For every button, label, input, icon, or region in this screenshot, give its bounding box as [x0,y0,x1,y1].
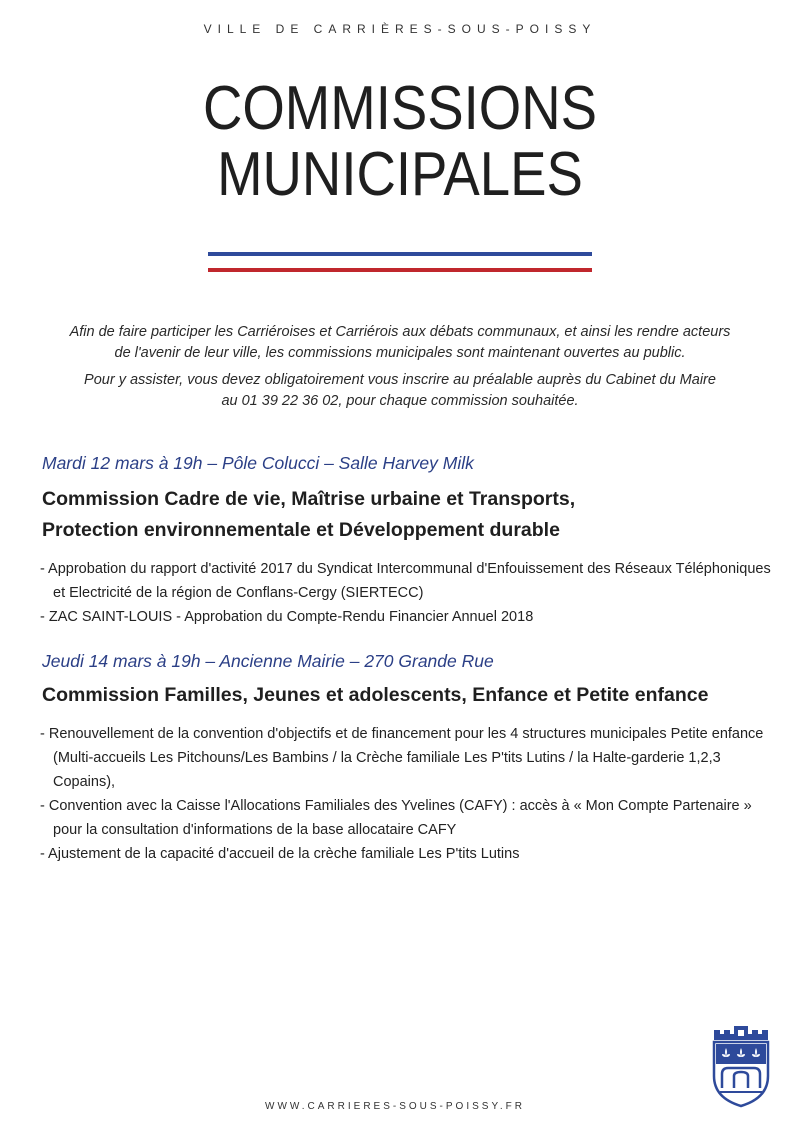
agenda-item: - Convention avec la Caisse l'Allocations Familiales des Yvelines (CAFY) : accès à « Mon Compte Partenaire » pour la consultation d'informations de la base allocataire CAFY [40,798,752,838]
intro-p1-line1: Afin de faire participer les Carriéroises et Carriérois aux débats communaux, et ainsi les rendre acteurs [69,324,731,340]
flag-stripe-red [208,268,592,272]
session-1-agenda [40,557,780,629]
intro-p2-line1: Pour y assister, vous devez obligatoirement vous inscrire au préalable auprès du Cabinet du Maire [84,372,716,388]
intro-p2-line2: au 01 39 22 36 02, pour chaque commission souhaitée. [221,393,579,409]
agenda-item: - ZAC SAINT-LOUIS - Approbation du Compte-Rendu Financier Annuel 2018 [40,609,534,625]
session-2-commission-title [42,680,782,711]
intro-p1-line2: de l'avenir de leur ville, les commissions municipales sont maintenant ouvertes au public. [114,345,686,361]
city-header: VILLE DE CARRIÈRES-SOUS-POISSY [203,22,597,36]
agenda-item: - Ajustement de la capacité d'accueil de la crèche familiale Les P'tits Lutins [40,846,520,862]
session-2-date: Jeudi 14 mars à 19h – Ancienne Mairie – 270 Grande Rue [42,651,494,671]
page-title [48,76,752,208]
session-1-title-line2: Protection environnementale et Développement durable [42,519,560,541]
flag-stripe-blue [208,252,592,256]
agenda-item: - Approbation du rapport d'activité 2017 du Syndicat Intercommunal d'Enfouissement des Réseaux Téléphoniques et Electricité de la région de Conflans-Cergy (SIERTECC) [40,561,771,601]
city-crest-icon [710,1024,772,1108]
website-link[interactable]: WWW.CARRIERES-SOUS-POISSY.FR [265,1101,525,1112]
title-line-2: MUNICIPALES [217,140,583,209]
title-line-1: COMMISSIONS [202,74,598,143]
agenda-item: - Renouvellement de la convention d'objectifs et de financement pour les 4 structures municipales Petite enfance (Multi-accueils Les Pitchouns/Les Bambins / la Crèche familiale Les P'tits Lutins / la Halte-garderie 1,2,3 Copains), [40,726,764,790]
intro-text [40,322,760,418]
session-1-date: Mardi 12 mars à 19h – Pôle Colucci – Salle Harvey Milk [42,453,474,473]
session-2-agenda [40,722,780,866]
intro-paragraph-2 [40,370,760,412]
session-2-title-line1: Commission Familles, Jeunes et adolescents, Enfance et Petite enfance [42,684,709,706]
intro-paragraph-1 [40,322,760,364]
session-1-title-line1: Commission Cadre de vie, Maîtrise urbaine et Transports, [42,488,576,510]
session-1-commission-title [42,484,782,546]
